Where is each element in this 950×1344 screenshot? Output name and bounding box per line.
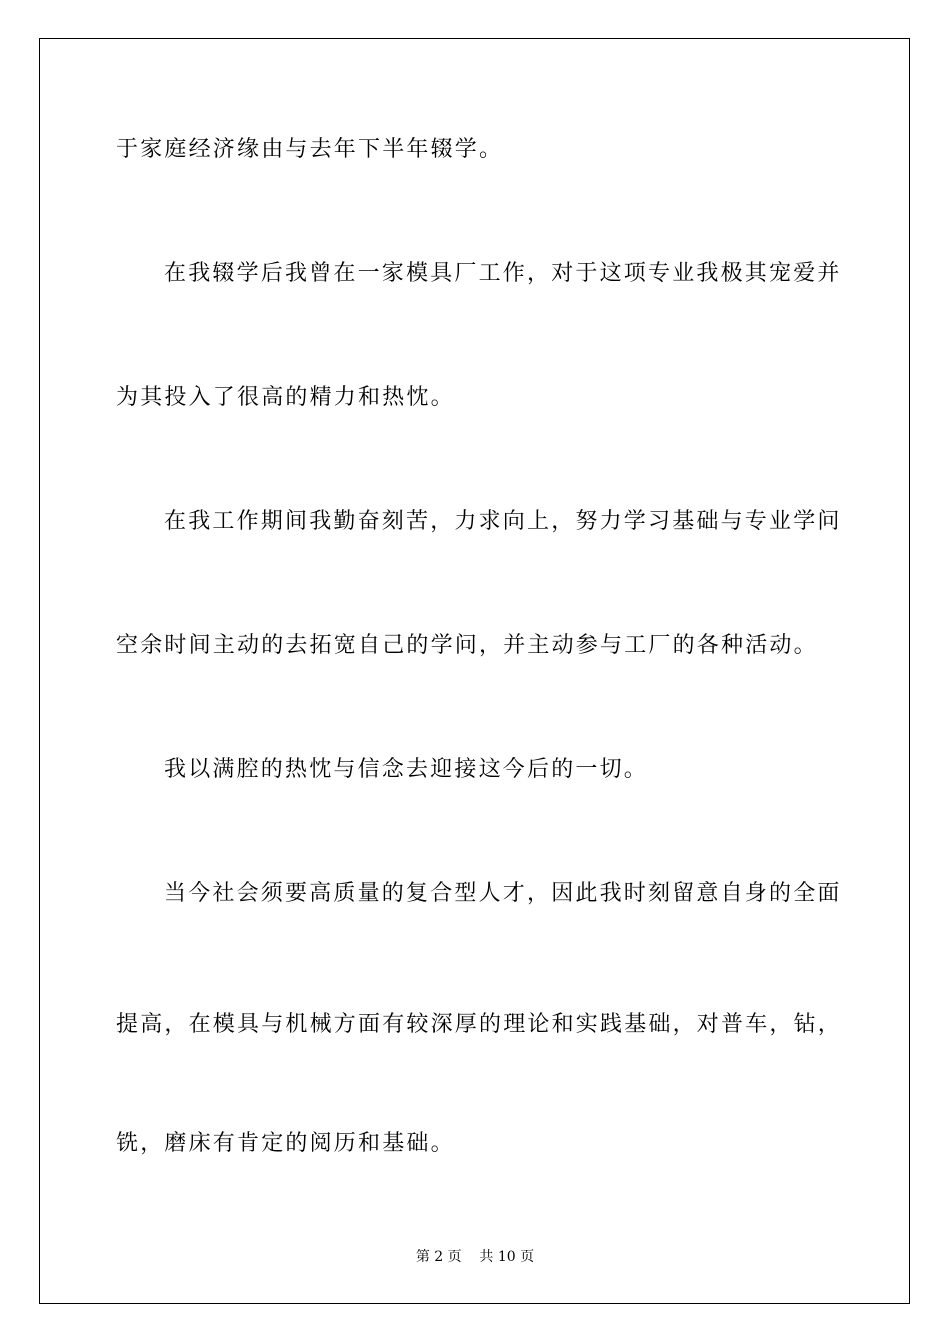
text-line-4: 在我工作期间我勤奋刻苦，力求向上，努力学习基础与专业学问: [164, 509, 842, 534]
text-line-6: 我以满腔的热忱与信念去迎接这今后的一切。: [164, 757, 649, 782]
text-line-9: 铣，磨床有肯定的阅历和基础。: [116, 1131, 455, 1156]
text-line-1: 于家庭经济缘由与去年下半年辍学。: [116, 137, 504, 162]
page-number-footer: 第 2 页 共 10 页: [415, 1249, 535, 1265]
text-line-8: 提高，在模具与机械方面有较深厚的理论和实践基础，对普车，钻，: [116, 1012, 843, 1037]
page-border: [39, 38, 910, 1304]
text-line-3: 为其投入了很高的精力和热忱。: [116, 385, 455, 410]
text-line-7: 当今社会须要高质量的复合型人才，因此我时刻留意自身的全面: [164, 881, 842, 906]
text-line-5: 空余时间主动的去拓宽自己的学问，并主动参与工厂的各种活动。: [116, 633, 818, 658]
text-line-2: 在我辍学后我曾在一家模具厂工作，对于这项专业我极其宠爱并: [164, 261, 842, 286]
